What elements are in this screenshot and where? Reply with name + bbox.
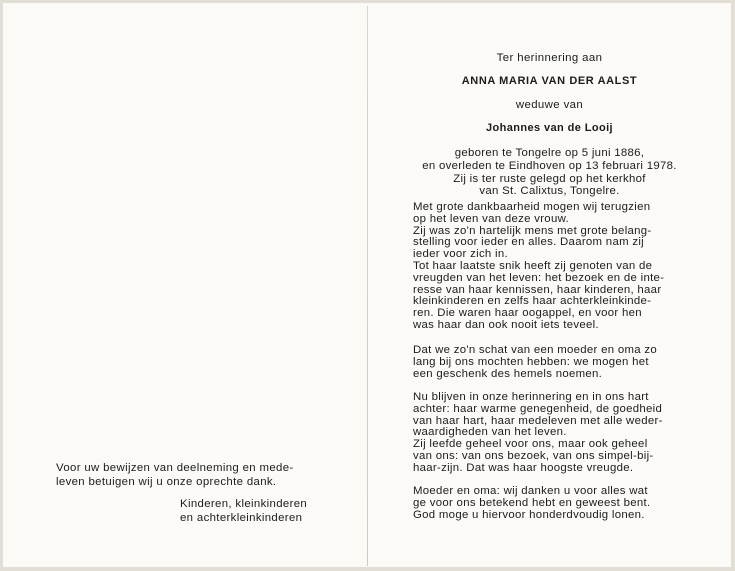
text-line: lang bij ons mochten hebben: we mogen het (413, 355, 649, 368)
text-line: was haar dan ook nooit iets teveel. (413, 318, 599, 331)
text-line: Dat we zo'n schat van een moeder en oma zo (413, 344, 657, 356)
spouse-name: Johannes van de Looij (486, 122, 613, 134)
deceased-name: ANNA MARIA VAN DER AALST (461, 75, 638, 87)
text-line: ren. Die waren haar oogappel, en voor hen (413, 307, 642, 320)
text-line: ieder voor zich in. (413, 248, 508, 261)
text-line: God moge u hiervoor honderdvoudig lonen. (413, 508, 645, 521)
widow-of-line: weduwe van (515, 99, 584, 111)
text-line: een geschenk des hemels noemen. (413, 367, 603, 380)
text-line: Met grote dankbaarheid mogen wij terugzien (413, 201, 651, 213)
text-line: vreugden van het leven: het bezoek en de inte- (413, 271, 665, 284)
family-signoff (180, 497, 307, 526)
text-line: Tot haar laatste snik heeft zij genoten van de (413, 259, 653, 272)
text-line: ge voor ons betekend hebt en geweest bent. (413, 496, 651, 509)
text-line: resse van haar kennissen, haar kinderen, haar (413, 283, 662, 296)
text-line: kleinkinderen en zelfs haar achterkleinkinde- (413, 295, 652, 308)
paragraph-gratitude (413, 202, 715, 332)
text-line: Zij leefde geheel voor ons, maar ook geheel (413, 438, 648, 451)
text-line: Nu blijven in onze herinnering en in ons hart (413, 391, 649, 403)
text-line: haar-zijn. Dat was haar hoogste vreugde. (413, 461, 634, 474)
card-edge-right (731, 0, 735, 571)
text-line: stelling voor ieder en alles. Daarom nam zij (413, 236, 644, 249)
bio-line: Zij is ter ruste gelegd op het kerkhof (453, 172, 646, 185)
bio-line: geboren te Tongelre op 5 juni 1886, (454, 147, 645, 159)
text-line: waardigheden van het leven. (413, 426, 567, 439)
thanks-line: Voor uw bewijzen van deelneming en mede- (56, 462, 294, 474)
bio-line: van St. Calixtus, Tongelre. (479, 185, 620, 198)
biography (368, 147, 731, 198)
bio-line: en overleden te Eindhoven op 13 februari 1978. (422, 159, 677, 172)
text-line: Moeder en oma: wij danken u voor alles wat (413, 485, 648, 497)
text-line: achter: haar warme genegenheid, de goedheid (413, 402, 663, 415)
signoff-line: Kinderen, kleinkinderen (180, 498, 308, 510)
paragraph-farewell (413, 486, 715, 521)
text-line: van haar hart, haar medeleven met alle weder- (413, 414, 663, 427)
text-line: Zij was zo'n hartelijk mens met grote belang- (413, 224, 652, 237)
text-line: op het leven van deze vrouw. (413, 212, 569, 225)
intro-line: Ter herinnering aan (496, 52, 603, 64)
left-page (0, 0, 367, 571)
paragraph-memory (413, 392, 715, 475)
thanks-message (56, 461, 341, 490)
paragraph-treasure (413, 345, 715, 380)
right-page (368, 0, 731, 571)
thanks-line: leven betuigen wij u onze oprechte dank. (56, 476, 277, 489)
signoff-line: en achterkleinkinderen (180, 512, 303, 525)
text-line: van ons: van ons bezoek, van ons simpel-bij- (413, 449, 654, 462)
